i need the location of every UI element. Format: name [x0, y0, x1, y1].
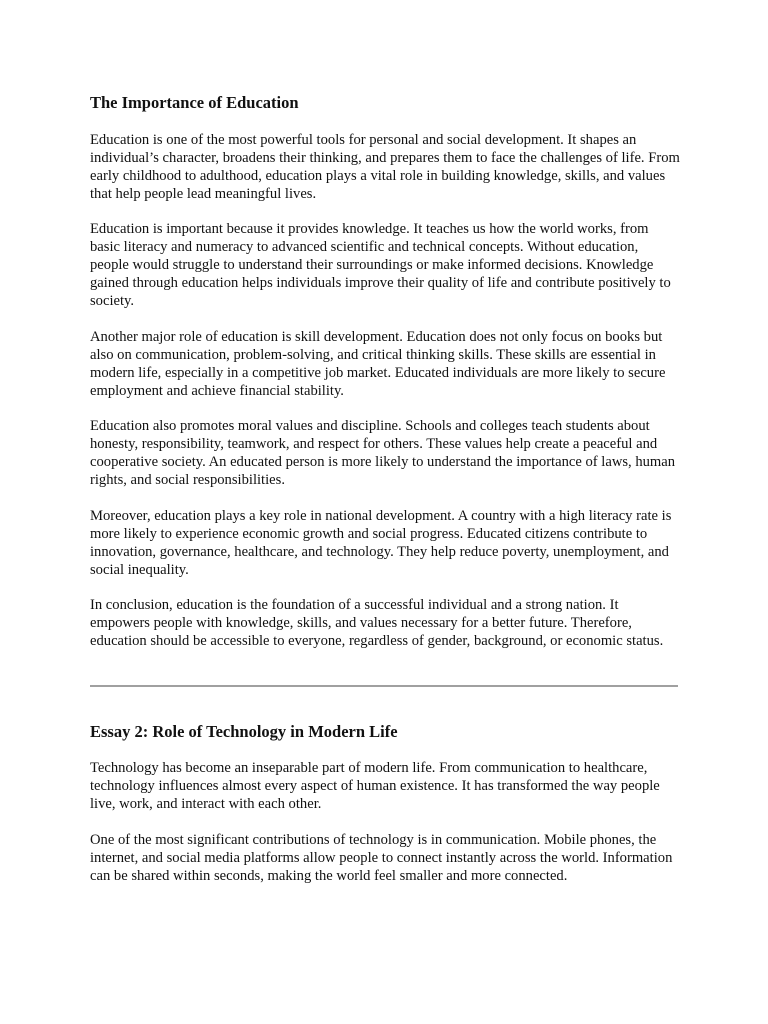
- essay-2-paragraph-1: Technology has become an inseparable part of modern life. From communication to healthcare, technology influences almost every aspect of human existence. It has transformed the way people live, work, and interact with each other.: [90, 760, 660, 812]
- essay-1-paragraph-6: In conclusion, education is the foundation of a successful individual and a strong nation. It empowers people with knowledge, skills, and values necessary for a better future. Therefore, education should be accessible to everyone, regardless of gender, background, or economic status.: [90, 597, 664, 649]
- essay-1-title: The Importance of Education: [90, 93, 299, 112]
- section-divider: [90, 685, 678, 687]
- essay-2-title: Essay 2: Role of Technology in Modern Life: [90, 722, 398, 741]
- essay-1-paragraph-3: Another major role of education is skill development. Education does not only focus on books but also on communication, problem-solving, and critical thinking skills. These skills are essential in modern life, especially in a competitive job market. Educated individuals are more likely to secure employment and achieve financial stability.: [90, 329, 666, 399]
- essay-1-paragraph-4: Education also promotes moral values and discipline. Schools and colleges teach students about honesty, responsibility, teamwork, and respect for others. These values help create a peaceful and cooperative society. An educated person is more likely to understand the importance of laws, human rights, and social responsibilities.: [90, 418, 676, 488]
- essay-1-paragraph-2: Education is important because it provides knowledge. It teaches us how the world works, from basic literacy and numeracy to advanced scientific and technical concepts. Without education, people would struggle to understand their surroundings or make informed decisions. Knowledge gained through education helps individuals improve their quality of life and contribute positively to society.: [90, 221, 671, 309]
- essay-1-paragraph-1: Education is one of the most powerful tools for personal and social development. It shapes an individual’s character, broadens their thinking, and prepares them to face the challenges of life. From early childhood to adulthood, education plays a vital role in building knowledge, skills, and values that help people lead meaningful lives.: [90, 132, 680, 202]
- essay-2-paragraph-2: One of the most significant contributions of technology is in communication. Mobile phones, the internet, and social media platforms allow people to connect instantly across the world. Information can be shared within seconds, making the world feel smaller and more connected.: [90, 832, 673, 884]
- essay-1-paragraph-5: Moreover, education plays a key role in national development. A country with a high literacy rate is more likely to experience economic growth and social progress. Educated citizens contribute to innovation, governance, healthcare, and technology. They help reduce poverty, unemployment, and social inequality.: [90, 508, 672, 578]
